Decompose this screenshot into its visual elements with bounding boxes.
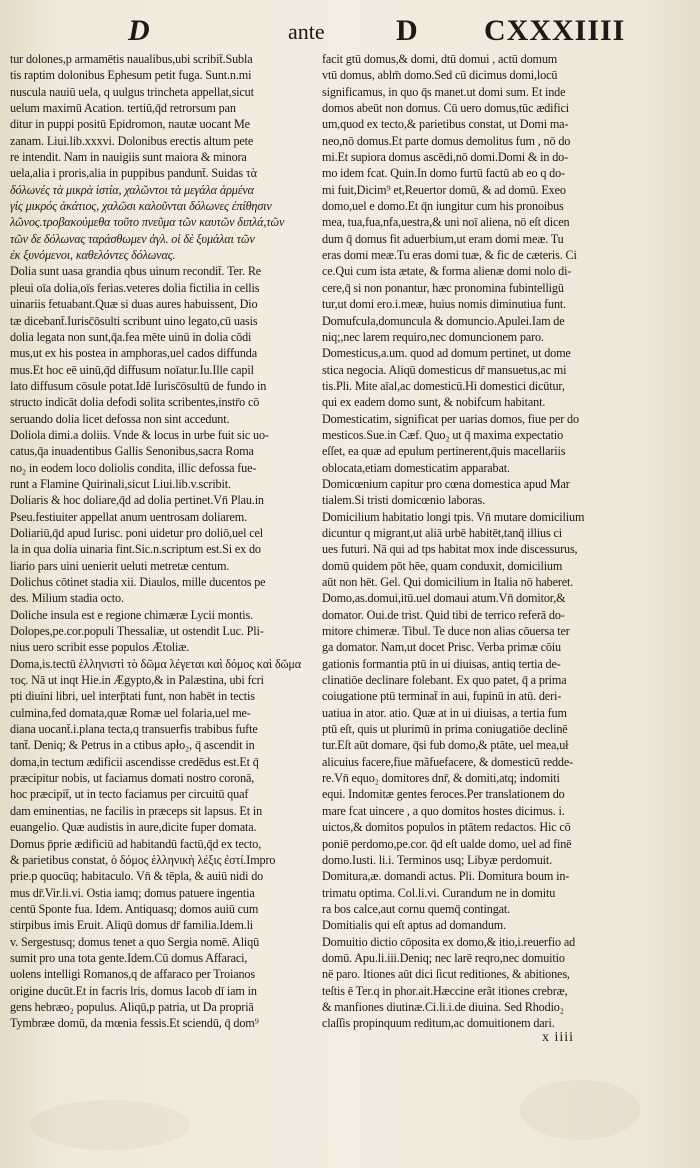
text-line: vtū domus, ablm̄ domo.Sed cū dicimus domi,locū xyxy=(322,68,558,83)
text-line: Dolopes,pe.cor.populi Thessaliæ, ut ostendit Luc. Pli- xyxy=(10,624,264,639)
text-line: tant̄. Deniq; & Petrus in a ctibus apło₂, q̄ ascendit in xyxy=(10,738,255,753)
text-line: aūt non hēt. Gel. Qui domicilium in Italia nō haberet. xyxy=(322,575,574,589)
header-initial-right: D xyxy=(396,14,418,47)
text-line: & manfiones diutinæ.Ci.li.i.de diuina. Sed Rhodio₂ xyxy=(322,999,564,1014)
left-text-column xyxy=(10,51,308,1032)
text-line: λῶνος.τροβακούμεθα τοῦτο πνεῦμα τῶν καυτῶν διπλά,τῶν xyxy=(10,215,285,230)
text-line: pleui oīa dolia,oīs ferias.veteres dolia fictilia in cellis xyxy=(10,280,260,295)
text-line: um,quod ex tecto,& parietibus constat, ut Domi ma- xyxy=(322,117,569,132)
text-line: seruando dolia licet defossa non sint accedunt. xyxy=(10,411,230,426)
text-line: coiugatione ptū terminat̄ in aui, fupinū in atū. deri- xyxy=(322,689,562,704)
text-line: catus,q̄a inuadentibus Gallis Senonibus,sacra Roma xyxy=(10,444,254,459)
text-line: γίς μικρός ἀκάτιος, χαλῶσι καλοῦνται δόλωνες ἐπίθησιν xyxy=(10,199,272,214)
text-line: mus.Et hoc eē uinū,q̄d diffusum noīatur.Iu.Ille capil xyxy=(10,362,254,377)
text-line: tis raptim dolonibus Ephesum petit fuga. Sunt.n.mi xyxy=(10,68,252,83)
text-line: zanam. Liui.lib.xxxvi. Dolonibus erectis altum pete xyxy=(10,133,254,148)
text-line: Domufcula,domuncula & domuncio.Apulei.Iam de xyxy=(322,313,565,328)
text-line: ditur in puppi positū Epidromon, nautæ uocant Me xyxy=(10,117,250,132)
text-line: gationis formantia ptū in ui diuisas, antiq tertia de- xyxy=(322,656,561,671)
text-line: ἐκ ξυνόμενοι, καθελόντες δόλωνας. xyxy=(10,248,176,263)
text-line: Doliaris & hoc doliare,q̄d ad dolia pertinet.Vn̄ Plau.in xyxy=(10,493,264,508)
folio-number: CXXXIIII xyxy=(484,14,626,47)
text-line: la in qua dolia uinaria fint.Sic.n.scriptum est.Si ex do xyxy=(10,542,261,557)
paper-stain xyxy=(30,1100,190,1150)
text-line: cere,q̄ si non ponantur, hæc pronomina fubintelligū xyxy=(322,280,564,295)
text-line: Doma,is.tectū ἑλληνιστὶ τὸ δῶμα λέγεται καὶ δόμος καὶ δῶμα xyxy=(10,656,302,671)
text-line: domator. Oui.de trist. Quid tibi de terrico referā do- xyxy=(322,607,565,622)
text-line: teſtis ē Ter.q in phor.ait.Hæccine erãt itiones crebræ, xyxy=(322,983,568,998)
text-line: nuscula nauiū uela, q uulgus trincheta appellat,sicut xyxy=(10,84,254,99)
text-line: Doliche insula est e regione chimæræ Lycii montis. xyxy=(10,607,253,622)
text-line: claſſis propinquum reditum,ac domuitionem dari. xyxy=(322,1016,555,1031)
text-line: facit gtū domus,& domi, dtū domui , actū domum xyxy=(322,52,558,66)
text-line: equi. Indomitæ gentes feroces.Per translationem do xyxy=(322,787,565,802)
text-line: domos abeūt non domus. Cū uero domus,tūc ædifici xyxy=(322,101,570,116)
text-line: mus dr̄.Vir.li.vi. Ostia iamq; domus patuere ingentia xyxy=(10,885,255,900)
text-line: diana uocant̄.i.plana tecta,q transuerfis trabibus fufte xyxy=(10,722,258,737)
text-line: mea, tua,fua,nfa,uestra,& uni noī aliena, nō eſt dicen xyxy=(322,215,570,230)
text-line: stirpibus imis Eruit. Aliqū domus dr̄ familia.Idem.li xyxy=(10,918,254,933)
text-line: doma,in tectum ædificii ascendisse credēdus est.Et q̄ xyxy=(10,754,259,769)
text-line: nius uero scribit esse populos Ætoliæ. xyxy=(10,640,190,655)
text-line: Domesticus,a.um. quod ad domum pertinet, ut dome xyxy=(322,346,571,361)
text-line: significamus, in quo q̄s manet.ut domi sum. Et inde xyxy=(322,84,566,99)
text-line: mi.Et supiora domus ascēdi,nō domi.Domi & in do- xyxy=(322,150,569,165)
text-line: v. Sergestusq; domus tenet a quo Sergia nomē. Aliqū xyxy=(10,934,260,949)
text-line: Domitialis qui eſt aptus ad domandum. xyxy=(322,918,507,933)
text-line: mo idem fcat. Quin.In domo furtū factū ab eo q do- xyxy=(322,166,565,181)
text-line: sumit pro una tota gente.Idem.Cū domus Affaraci, xyxy=(10,950,248,965)
header-initial-left: D xyxy=(128,14,150,47)
text-line: liario pars uini uenierit ueluti metretæ centum. xyxy=(10,558,230,573)
text-line: domo,uel e domo.Et q̄n iungitur cum his pronoibus xyxy=(322,199,564,214)
text-line: euangelio. Quæ audistis in aure,dicite fuper domata. xyxy=(10,820,257,835)
text-line: præcipitur nobis, ut faciamus domati nostro coronā, xyxy=(10,771,255,786)
text-line: eras domi meæ.Tu eras domi tuæ, & fic de cæteris. Ci xyxy=(322,248,577,263)
text-line: Doliola dimi.a doliis. Vnde & locus in urbe fuit sic uo- xyxy=(10,427,269,442)
right-text-column xyxy=(322,51,618,1032)
text-line: mitore chimeræ. Tibul. Te duce non alias cōuersa ter xyxy=(322,624,570,639)
text-line: δόλωνές τὰ μικρὰ ἱστία, χαλῶντοι τὰ μεγάλα ἀρμένα xyxy=(10,182,254,197)
text-line: structo indicāt dolia defodi solita scribentes,instr̄o cō xyxy=(10,395,260,410)
text-line: re.Vn̄ equo₂ domitores dnr̄, & domiti,atq; indomiti xyxy=(322,771,560,786)
text-line: Domicilium habitatio longi tpis. Vn̄ mutare domicilium xyxy=(322,509,585,524)
text-line: dum q̄ domus fit aduerbium,ut eram domi meæ. Tu xyxy=(322,231,564,246)
text-line: dam eminentias, ne facilis in præceps sit lapsus. Et in xyxy=(10,803,263,818)
text-line: & parietibus constat, ὁ δόμος ἑλληνικὴ λέξις ἐστί.Impro xyxy=(10,852,276,867)
text-line: qui ex eadem domo sunt, & nobifcum habitant. xyxy=(322,395,546,410)
text-line: mi fuit,Dicim⁹ et,Reuertor domū, & ad domū. Exeo xyxy=(322,182,566,197)
text-line: ga domator. Nam,ut docet Prisc. Verba primæ cōiu xyxy=(322,640,561,655)
text-line: domū quidem pōt hēe, quam conduxit, domicilium xyxy=(322,558,563,573)
text-line: pti diuini libri, uel interp̄tati funt, non habēt in tectis xyxy=(10,689,255,704)
text-line: Domitura,æ. domandi actus. Pli. Domitura boum in- xyxy=(322,869,570,884)
text-line: hoc præcipit̄, ut in tecto faciamus per circuitū quaf xyxy=(10,787,249,802)
text-line: clinatiōe declinare folebant. Ex quo patet, q̄ a prima xyxy=(322,673,567,688)
text-line: alicuius facere,fiue mãfuefacere, & domesticū redde- xyxy=(322,754,574,769)
text-line: des. Milium stadia octo. xyxy=(10,591,124,606)
signature-mark: x iiii xyxy=(542,1030,575,1045)
text-line: tur.Eſt aūt domare, q̄si fub domo,& ptāte, uel mea,uł xyxy=(322,738,569,753)
text-line: Tymbræe domū, da mœnia fessis.Et sciendū, q̄ dom⁹ xyxy=(10,1016,259,1031)
text-line: trimatu optima. Col.li.vi. Curandum ne in domitu xyxy=(322,885,556,900)
text-line: Domus p̄prie ædificiū ad habitandū factū,q̄d ex tecto, xyxy=(10,836,262,851)
text-line: tur,ut domi ero.i.meæ, huius nomis diminutiua funt. xyxy=(322,297,567,312)
text-line: Pseu.festiuiter appellat anum uentrosam doliarem. xyxy=(10,509,248,524)
text-line: dolia legata non sunt,q̄a.fea mēte uinū in dolia cōdi xyxy=(10,329,252,344)
text-line: ra bos calce,aut cornu quemq̄ contingat. xyxy=(322,901,511,916)
text-line: uictos,& domitos populos in ptātem redactos. Hic cō xyxy=(322,820,571,835)
text-line: domū. Apu.li.iii.Deniq; nec larē reqro,nec domuitio xyxy=(322,950,565,965)
text-line: lato diffusum cōsule potat.Idē Iurisc̄ōsultū de fundo in xyxy=(10,378,267,393)
text-line: Dolichus cōtinet stadia xii. Diaulos, mille ducentos pe xyxy=(10,575,266,589)
text-line: domo.Iusti. li.i. Terminos usq; Libyæ perdomuit. xyxy=(322,852,553,867)
text-line: poniē perdomo,pe.cor. q̄d eſt ualde domo, uel ad finē xyxy=(322,836,572,851)
page-header xyxy=(0,14,700,50)
text-line: uolens intelligi Romanos,q de affaraco per Troianos xyxy=(10,967,255,982)
text-line: mus,ut ex his postea in amphoras,uel cados diffunda xyxy=(10,346,257,361)
text-line: culmina,fed domata,quæ Romæ uel folaria,uel me- xyxy=(10,705,251,720)
text-line: nē paro. Itiones aūt dici ſicut reditiones, & abitiones, xyxy=(322,967,570,982)
text-line: τος. Nā ut inqt Hie.in Ægypto,& in Palæstina, ubi fcri xyxy=(10,673,264,688)
paper-stain xyxy=(520,1080,640,1140)
text-line: mesticos.Sue.in Cæf. Quo₂ ut q̄ maxima expectatio xyxy=(322,427,564,442)
text-line: uela,alia i proris,alia in puppibus pandunt̄. Suidas τὰ xyxy=(10,166,257,181)
text-line: runt a Flamine Quirinali,sicut Liui.lib.v.scribit. xyxy=(10,476,231,491)
text-line: eſſet, ea quæ ad epulum pertinerent,q̄uis macellariis xyxy=(322,444,566,459)
text-line: oblocata,etiam domesticatim apparabat. xyxy=(322,460,510,475)
text-line: centū Sponte fua. Idem. Antiquasq; domos auiū cum xyxy=(10,901,259,916)
text-line: τῶν δε δόλωνας ταράσθωμεν ἀγλ. οἱ δὲ ξυμάλαι τῶν xyxy=(10,231,255,246)
text-line: tis.Pli. Mite aīal,ac domesticū.Hi domestici dicūtur, xyxy=(322,378,565,393)
text-line: Domicœnium capitur pro cœna domestica apud Mar xyxy=(322,476,570,491)
text-line: uelum maximū Acation. tertiū,q̄d retrorsum pan xyxy=(10,101,236,116)
text-line: Dolia sunt uasa grandia qbus uinum recondit̄. Ter. Re xyxy=(10,264,262,279)
text-line: mare fcat uincere , a quo domitos hostes dicimus. i. xyxy=(322,803,565,818)
text-line: dicuntur q migrant,ut aliā urbē habitēt,tanq̄ illius ci xyxy=(322,525,562,540)
text-line: Domesticatim, significat per uarias domos, fiue per do xyxy=(322,411,579,426)
text-line: tur dolones,p armamētis naualibus,ubi scribit̄.Subla xyxy=(10,52,253,66)
text-line: tialem.Si tristi domicœnio laboras. xyxy=(322,493,485,508)
text-line: niq;,nec larem requiro,nec domuncionem paro. xyxy=(322,329,544,344)
text-line: Domuitio dictio cōposita ex domo,& itio,i.reuerfio ad xyxy=(322,934,576,949)
text-line: ues futuri. Nā qui ad tps habitat mox inde discessurus, xyxy=(322,542,578,557)
text-line: gens hebræo₂ populus. Aliqū,p patria, ut Da propriā xyxy=(10,999,254,1014)
running-head: ante xyxy=(288,19,325,44)
text-line: Doliariū,q̄d apud Iurisc. poni uidetur pro doliō,uel cel xyxy=(10,525,264,540)
text-line: stica negocia. Aliqū domesticus dr̄ mansuetus,ac mi xyxy=(322,362,567,377)
text-line: no₂ in eodem loco doliolis condita, illic defossa fue- xyxy=(10,460,257,475)
text-line: re intendit. Nam in nauigiis sunt maiora & minora xyxy=(10,150,247,165)
text-line: uinariis fetuabant.Quæ si duas aures habuissent, Dio xyxy=(10,297,258,312)
text-line: uatiua in ator. atio. Quæ at in ui diuisas, a tertia fum xyxy=(322,705,567,720)
text-line: tæ dicebant̄.Iurisc̄ōsulti scribunt uino legato,cū uasis xyxy=(10,313,258,328)
text-line: Domo,as.domui,itū.uel domaui atum.Vn̄ domitor,& xyxy=(322,591,566,606)
text-line: prie.p quocūq; habitaculo. Vn̄ & tēpla, & auiū nidi do xyxy=(10,869,264,884)
text-line: origine ducūt.Et in facris lris, domus Iacob dī iam in xyxy=(10,983,257,998)
text-line: ptū eſt, quis ut plurimū in prima coniugatiōe declinē xyxy=(322,722,568,737)
text-line: ce.Qui cum ista ætate, & forma alienæ domi nolo di- xyxy=(322,264,572,279)
text-line: neo,nō domus.Et parte domus demolitus fum , nō do xyxy=(322,133,571,148)
